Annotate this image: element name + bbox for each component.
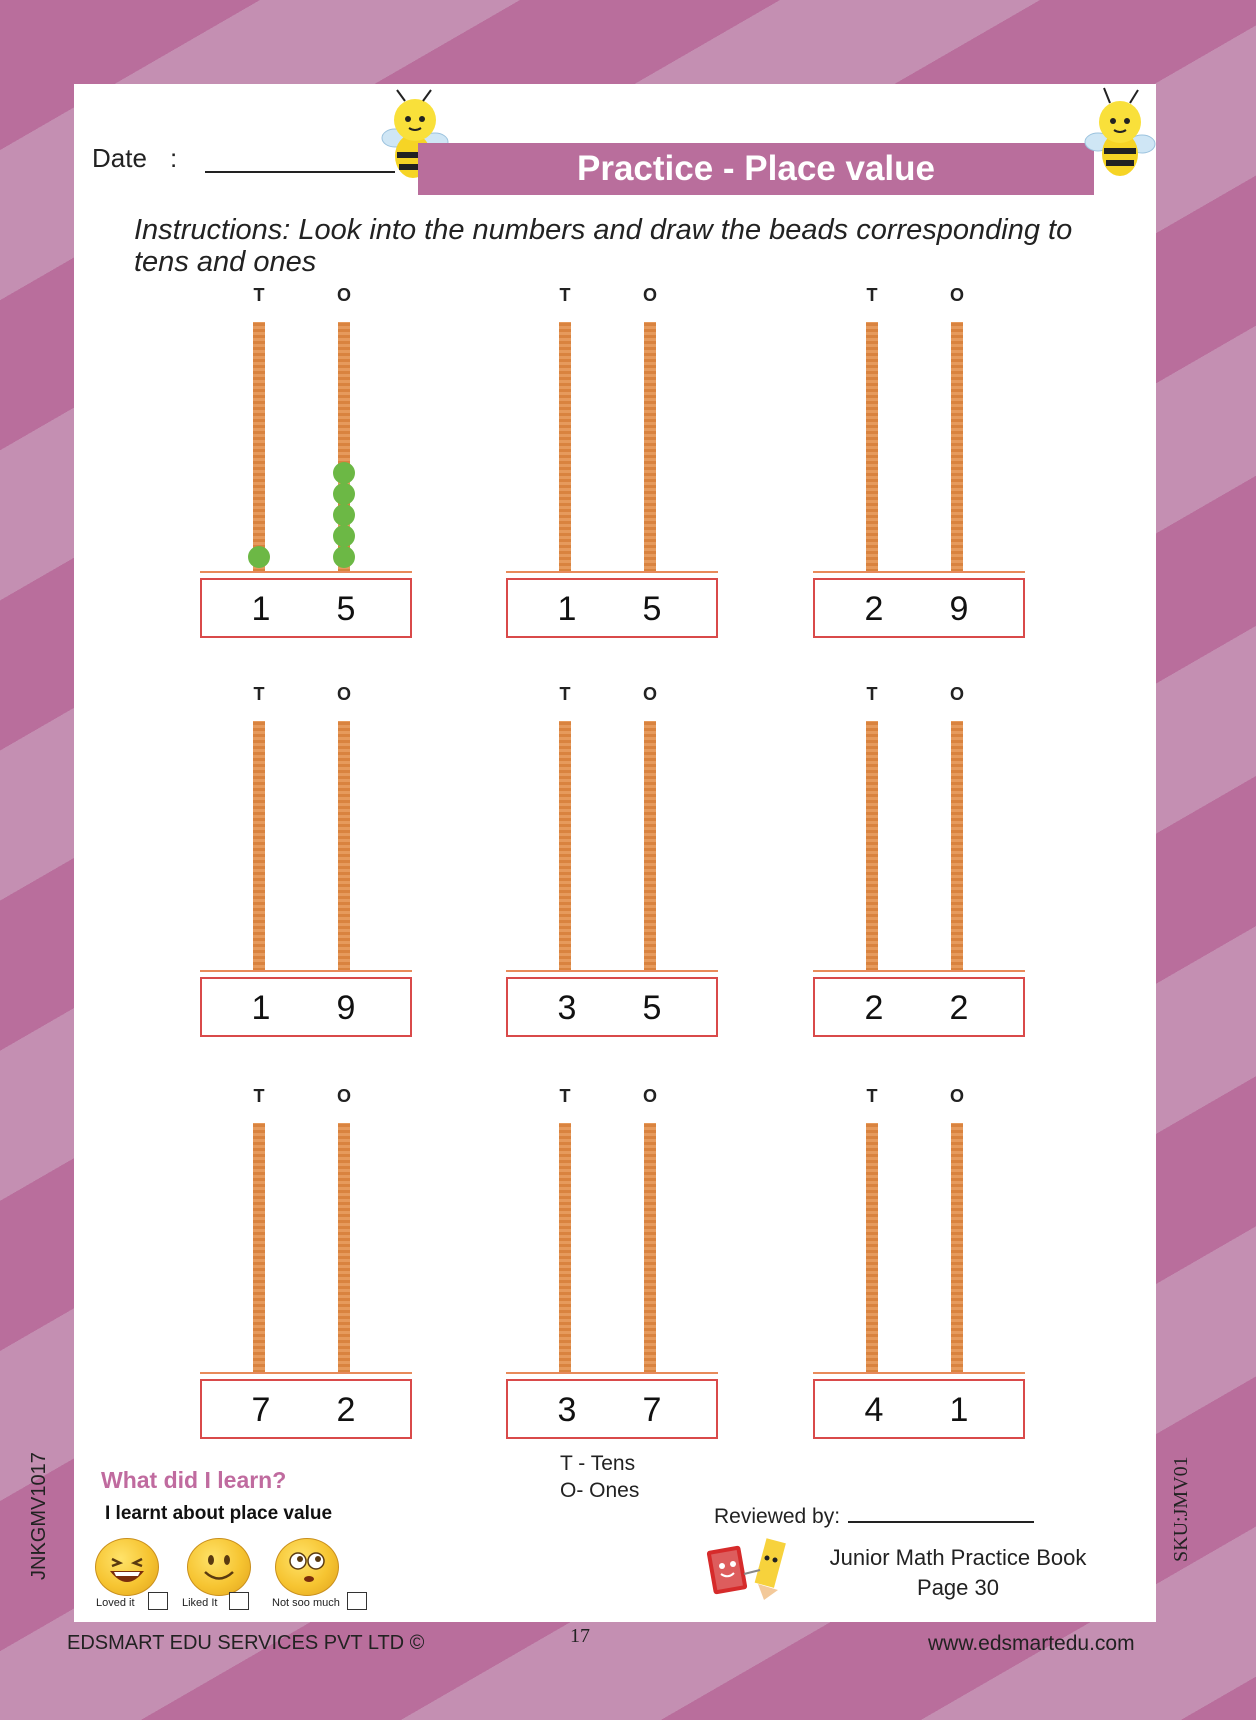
tens-rod[interactable] (866, 721, 878, 971)
abacus-base-line (506, 1372, 718, 1374)
abacus-base-line (813, 970, 1025, 972)
abacus-base-line (506, 571, 718, 573)
legend-tens: T - Tens (560, 1452, 636, 1475)
abacus-base-line (200, 970, 412, 972)
date-colon: : (170, 143, 178, 173)
ones-bead (333, 462, 355, 484)
side-sku: SKU:JMV01 (1170, 1456, 1192, 1562)
reviewed-by-label: Reviewed by: (714, 1505, 841, 1528)
ones-bead (333, 483, 355, 505)
tens-column-label: T (866, 285, 878, 305)
option-notsoomuch-label: Not soo much (272, 1597, 340, 1609)
number-box (200, 977, 412, 1037)
book-title: Junior Math Practice Book (829, 1545, 1087, 1570)
ones-rod[interactable] (951, 721, 963, 971)
number-box (813, 1379, 1025, 1439)
ones-bead (333, 546, 355, 568)
reviewed-by-line[interactable] (848, 1521, 1034, 1523)
ones-column-label: O (949, 285, 964, 305)
ones-digit: 1 (949, 1391, 969, 1429)
liked-checkbox[interactable] (229, 1592, 249, 1610)
tens-digit: 7 (251, 1391, 271, 1429)
tens-bead (248, 546, 270, 568)
tens-digit: 2 (864, 989, 884, 1027)
tens-rod[interactable] (559, 322, 571, 572)
option-liked-label: Liked It (182, 1597, 218, 1609)
ones-digit: 2 (336, 1391, 356, 1429)
ones-column-label: O (949, 684, 964, 704)
loved-checkbox[interactable] (148, 1592, 168, 1610)
option-loved-label: Loved it (96, 1597, 135, 1609)
tens-digit: 4 (864, 1391, 884, 1429)
abacus-base-line (813, 571, 1025, 573)
learn-text: I learnt about place value (105, 1503, 333, 1524)
ones-column-label: O (336, 1086, 351, 1106)
ones-column-label: O (642, 285, 657, 305)
book-pencil-mascot-icon (704, 1534, 804, 1602)
abacus-base-line (200, 571, 412, 573)
tens-column-label: T (253, 1086, 265, 1106)
tens-rod[interactable] (253, 322, 265, 572)
ones-digit: 5 (336, 590, 356, 628)
legend-ones: O- Ones (560, 1479, 640, 1502)
ones-digit: 5 (642, 590, 662, 628)
ones-rod[interactable] (951, 322, 963, 572)
tens-digit: 3 (557, 1391, 577, 1429)
number-box (506, 977, 718, 1037)
tens-column-label: T (253, 684, 265, 704)
laughing-emoji-icon (95, 1538, 159, 1596)
tens-rod[interactable] (559, 1123, 571, 1373)
number-box (200, 578, 412, 638)
ones-rod[interactable] (338, 1123, 350, 1373)
tens-rod[interactable] (559, 721, 571, 971)
ones-bead (333, 504, 355, 526)
ones-rod[interactable] (644, 322, 656, 572)
unsure-emoji-icon (275, 1538, 339, 1596)
tens-column-label: T (559, 1086, 571, 1106)
tens-digit: 2 (864, 590, 884, 628)
abacus-base-line (813, 1372, 1025, 1374)
number-box (506, 1379, 718, 1439)
tens-digit: 1 (251, 590, 271, 628)
ones-digit: 2 (949, 989, 969, 1027)
ones-rod[interactable] (338, 721, 350, 971)
abacus-base-line (200, 1372, 412, 1374)
ones-digit: 9 (949, 590, 969, 628)
page-title: Practice - Place value (418, 143, 1094, 195)
tens-column-label: T (253, 285, 265, 305)
abacus-base-line (506, 970, 718, 972)
footer-company: EDSMART EDU SERVICES PVT LTD © (67, 1632, 425, 1654)
smiling-emoji-icon (187, 1538, 251, 1596)
bee-icon (1080, 84, 1160, 188)
side-code: JNKGMV1017 (28, 1452, 50, 1580)
ones-rod[interactable] (951, 1123, 963, 1373)
number-box (200, 1379, 412, 1439)
tens-column-label: T (866, 1086, 878, 1106)
ones-rod[interactable] (644, 721, 656, 971)
ones-rod[interactable] (644, 1123, 656, 1373)
instructions: Instructions: Look into the numbers and draw the beads corresponding to tens and ones (134, 214, 1073, 278)
tens-digit: 3 (557, 989, 577, 1027)
ones-column-label: O (336, 285, 351, 305)
tens-digit: 1 (251, 989, 271, 1027)
ones-bead (333, 525, 355, 547)
ones-column-label: O (949, 1086, 964, 1106)
ones-column-label: O (642, 1086, 657, 1106)
tens-rod[interactable] (866, 1123, 878, 1373)
date-line[interactable] (205, 171, 395, 173)
tens-rod[interactable] (866, 322, 878, 572)
tens-column-label: T (559, 285, 571, 305)
footer-page-number: 17 (570, 1625, 590, 1647)
number-box (813, 977, 1025, 1037)
footer-website[interactable]: www.edsmartedu.com (928, 1632, 1135, 1655)
number-box (506, 578, 718, 638)
ones-digit: 5 (642, 989, 662, 1027)
tens-column-label: T (559, 684, 571, 704)
notsoomuch-checkbox[interactable] (347, 1592, 367, 1610)
tens-digit: 1 (557, 590, 577, 628)
number-box (813, 578, 1025, 638)
ones-digit: 7 (642, 1391, 662, 1429)
tens-column-label: T (866, 684, 878, 704)
book-page: Page 30 (917, 1575, 999, 1600)
ones-column-label: O (642, 684, 657, 704)
ones-digit: 9 (336, 989, 356, 1027)
ones-column-label: O (336, 684, 351, 704)
tens-rod[interactable] (253, 1123, 265, 1373)
learn-title: What did I learn? (101, 1467, 287, 1493)
legend (560, 1450, 639, 1504)
tens-rod[interactable] (253, 721, 265, 971)
date-label: Date (92, 143, 147, 173)
